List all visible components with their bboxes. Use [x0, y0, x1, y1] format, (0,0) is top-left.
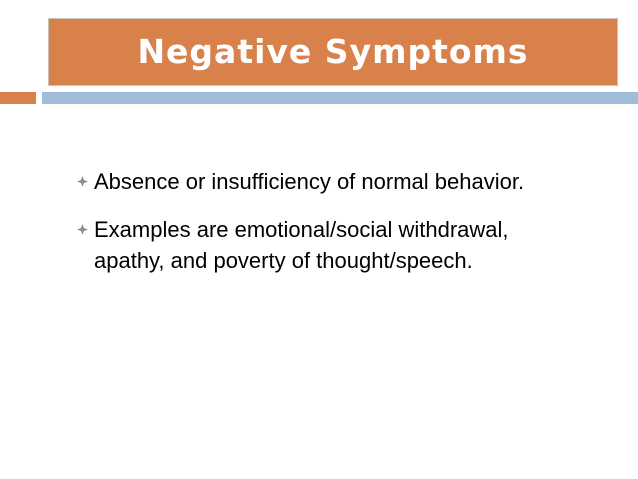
bullet-text: Absence or insufficiency of normal behavior.: [94, 169, 525, 194]
bullet-item: [70, 166, 550, 197]
accent-bar-blue: [42, 92, 638, 104]
bullet-list: [70, 166, 550, 293]
accent-bar-orange: [0, 92, 36, 104]
diamond-bullet-icon: [77, 224, 88, 235]
bullet-text: Examples are emotional/social withdrawal, apathy, and poverty of thought/speech.: [94, 217, 509, 273]
bullet-item: [70, 214, 550, 276]
slide-title: Negative Symptoms: [137, 31, 529, 71]
diamond-bullet-icon: [77, 176, 88, 187]
title-box: [48, 18, 618, 86]
